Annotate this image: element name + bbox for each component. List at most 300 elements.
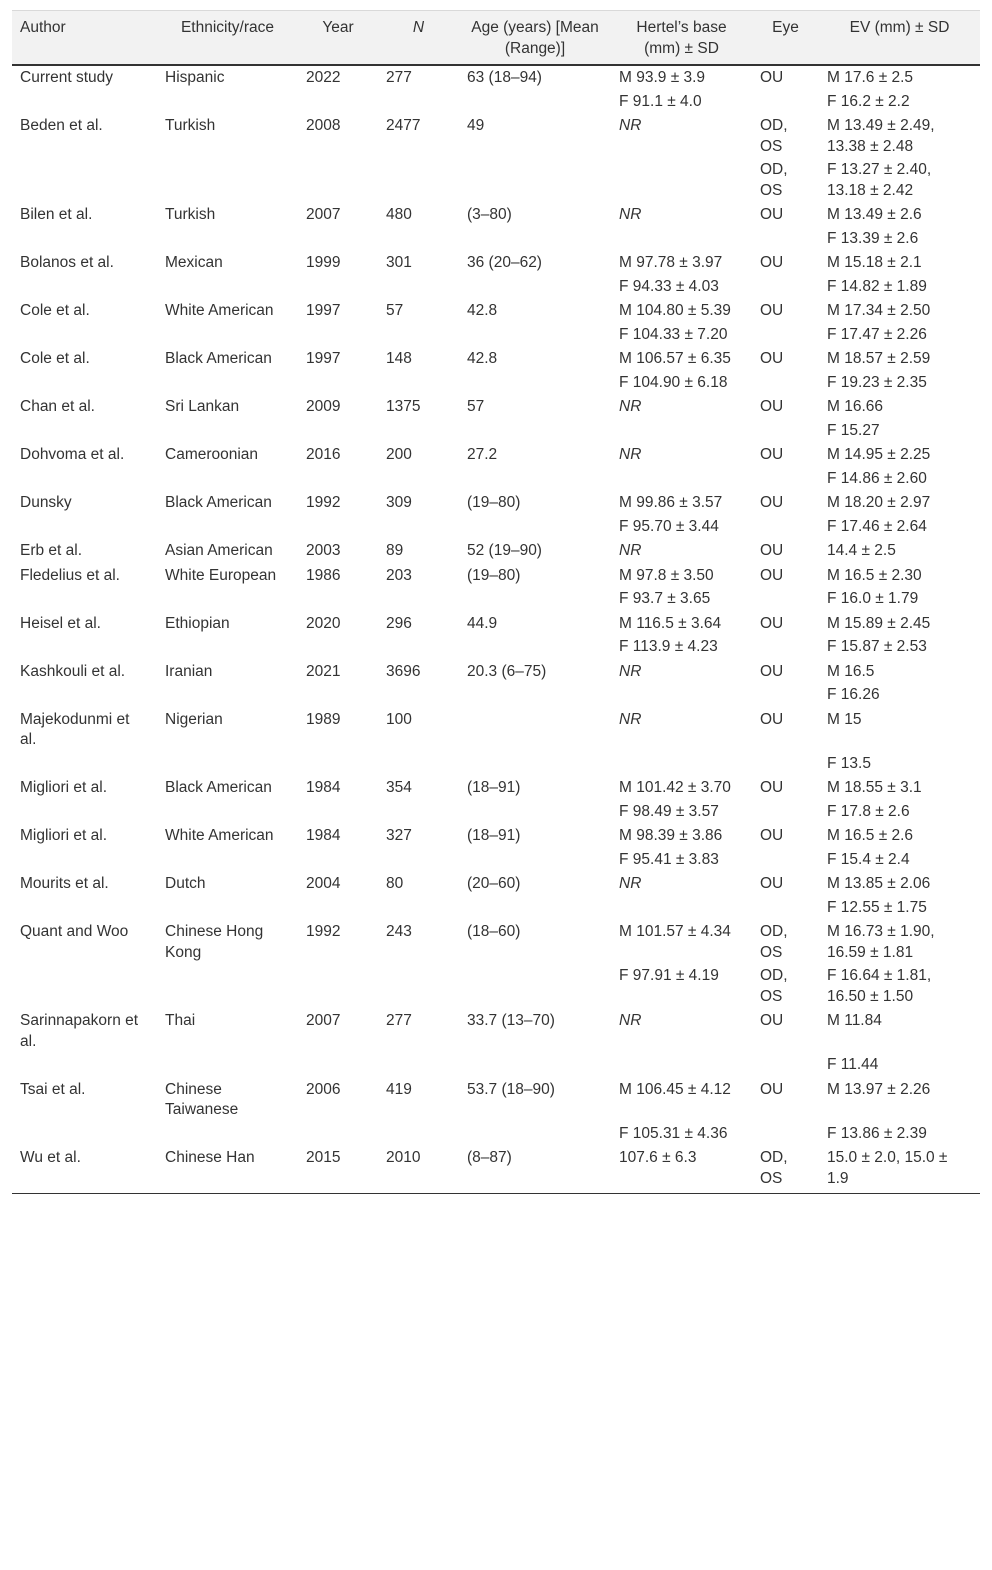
cell-age [459,800,611,824]
cell-ethnicity [157,896,298,920]
cell-age [459,158,611,202]
cell-eye: OD, OS [760,967,788,1005]
header-author: Author [12,11,157,66]
cell-ev: F 16.2 ± 2.2 [827,92,910,110]
cell-eye [752,800,819,824]
cell-eye: OD, OS [760,117,788,155]
cell-ethnicity [157,635,298,659]
cell-ethnicity [157,158,298,202]
cell-eye: OU [760,566,784,584]
cell-year [298,515,378,539]
cell-eye: OU [760,710,784,728]
cell-year: 1989 [306,710,341,728]
cell-ev: F 17.8 ± 2.6 [827,802,910,820]
table-header [12,11,980,66]
cell-ethnicity: Iranian [165,662,213,680]
table-row [12,1008,980,1053]
cell-ev: F 13.39 ± 2.6 [827,229,919,247]
cell-eye: OU [760,494,784,511]
cell-age [459,848,611,872]
cell-n [378,158,459,202]
cell-age [459,587,611,611]
cell-ev: F 16.64 ± 1.81, 16.50 ± 1.50 [827,967,932,1005]
cell-author [12,227,157,251]
cell-ethnicity: Cameroonian [165,446,259,463]
cell-ev: M 13.49 ± 2.6 [827,206,922,223]
cell-ethnicity [157,515,298,539]
table-row [12,90,980,114]
cell-author [12,1122,157,1146]
cell-hertel-base: M 106.45 ± 4.12 [619,1080,731,1098]
cell-ethnicity: Chinese Hong Kong [165,923,264,961]
cell-n: 419 [386,1080,412,1098]
cell-year: 2022 [306,69,341,86]
cell-n [378,683,459,707]
cell-n [378,800,459,824]
cell-author [12,158,157,202]
cell-author [12,275,157,299]
cell-ev: M 16.5 [827,662,875,680]
cell-eye [752,371,819,395]
cell-age: 20.3 (6–75) [467,662,547,680]
cell-ev: F 16.26 [827,686,880,703]
cell-hertel-base [611,467,752,491]
cell-year: 1984 [306,779,341,796]
cell-year [298,419,378,443]
cell-ev: F 15.87 ± 2.53 [827,638,927,655]
cell-ethnicity [157,1122,298,1146]
cell-author: Beden et al. [20,117,103,134]
cell-author [12,1053,157,1077]
cell-n: 200 [386,446,412,463]
cell-n [378,371,459,395]
cell-eye: OD, OS [760,161,788,199]
cell-n: 100 [386,710,412,728]
cell-age: (19–80) [467,494,521,511]
cell-eye [752,1122,819,1146]
cell-age: 42.8 [467,302,498,319]
cell-author [12,90,157,114]
cell-year: 1997 [306,302,341,319]
cell-author: Migliori et al. [20,779,107,796]
cell-year [298,275,378,299]
cell-year [298,90,378,114]
cell-ev: M 13.97 ± 2.26 [827,1080,931,1098]
cell-hertel-base: F 91.1 ± 4.0 [619,92,702,110]
header-eye: Eye [752,11,819,66]
cell-ethnicity: Ethiopian [165,614,230,632]
cell-ethnicity [157,90,298,114]
cell-ev: M 16.5 ± 2.30 [827,566,922,584]
cell-n: 80 [386,875,404,892]
cell-age [459,419,611,443]
cell-n: 480 [386,206,412,223]
cell-n [378,323,459,347]
table-row [12,823,980,848]
cell-hertel-base: M 101.42 ± 3.70 [619,779,731,796]
cell-hertel-base: M 116.5 ± 3.64 [619,614,722,632]
cell-n: 309 [386,494,412,511]
cell-year [298,371,378,395]
cell-author: Fledelius et al. [20,566,120,584]
cell-ethnicity: Asian American [165,542,273,559]
exophthalmometry-table [12,10,980,1194]
cell-hertel-base: M 99.86 ± 3.57 [619,494,723,511]
cell-hertel-base: M 98.39 ± 3.86 [619,827,723,844]
cell-hertel-base [611,419,752,443]
cell-year [298,1122,378,1146]
cell-eye [752,227,819,251]
cell-author [12,683,157,707]
cell-n [378,515,459,539]
cell-n: 327 [386,827,412,844]
cell-age: 52 (19–90) [467,542,542,559]
cell-author: Cole et al. [20,302,90,319]
cell-eye: OU [760,206,784,223]
cell-author: Dohvoma et al. [20,446,125,463]
cell-ev: F 16.0 ± 1.79 [827,590,919,607]
cell-author: Migliori et al. [20,827,107,844]
table-row [12,659,980,684]
cell-ev: M 16.66 [827,398,884,415]
cell-ethnicity [157,467,298,491]
cell-author: Kashkouli et al. [20,662,126,680]
cell-ev: F 19.23 ± 2.35 [827,373,927,391]
table-row [12,896,980,920]
table-row [12,752,980,776]
cell-year [298,635,378,659]
cell-ethnicity [157,683,298,707]
cell-hertel-base [611,227,752,251]
cell-author: Dunsky [20,494,72,511]
table-row [12,515,980,539]
cell-author [12,752,157,776]
cell-ev: M 15.18 ± 2.1 [827,254,922,271]
cell-year [298,467,378,491]
cell-n [378,896,459,920]
header-year: Year [298,11,378,66]
cell-age: 42.8 [467,350,498,367]
cell-author [12,515,157,539]
cell-n: 57 [386,302,404,319]
cell-author: Current study [20,69,114,86]
cell-author: Cole et al. [20,350,90,367]
cell-author: Bilen et al. [20,206,93,223]
cell-eye: OD, OS [760,923,788,961]
cell-eye: OU [760,875,784,892]
cell-hertel-base [611,896,752,920]
cell-hertel-base: NR [619,117,642,134]
cell-year [298,848,378,872]
cell-ethnicity: Chinese Taiwanese [165,1080,239,1118]
cell-eye [752,515,819,539]
cell-ev: F 12.55 ± 1.75 [827,898,927,916]
cell-author [12,848,157,872]
cell-n [378,467,459,491]
cell-age: 36 (20–62) [467,254,542,271]
cell-age: 63 (18–94) [467,69,542,86]
cell-author [12,323,157,347]
cell-age [459,323,611,347]
cell-age: (8–87) [459,1145,611,1194]
cell-age [459,683,611,707]
cell-hertel-base: M 101.57 ± 4.34 [619,923,731,940]
cell-author [12,467,157,491]
table-row [12,323,980,347]
cell-age: 53.7 (18–90) [467,1080,555,1098]
cell-ethnicity: White American [165,302,274,319]
cell-age: 33.7 (13–70) [467,1012,555,1029]
cell-author [12,964,157,1008]
cell-hertel-base: F 95.41 ± 3.83 [619,850,719,868]
cell-year [298,1053,378,1077]
table-row [12,611,980,636]
table-row [12,635,980,659]
cell-ethnicity: White American [165,827,274,844]
cell-year [298,323,378,347]
cell-ev: M 13.85 ± 2.06 [827,875,931,892]
cell-ev: M 14.95 ± 2.25 [827,446,931,463]
header-row [12,11,980,66]
table-row [12,202,980,227]
cell-n: 89 [386,542,404,559]
table-row [12,467,980,491]
cell-year [298,896,378,920]
cell-n [378,752,459,776]
table-row [12,848,980,872]
cell-eye: OD, OS [752,1145,819,1194]
table-row [12,371,980,395]
cell-author: Sarinnapakorn et al. [20,1012,139,1050]
header-ev: EV (mm) ± SD [819,11,980,66]
cell-eye [752,752,819,776]
cell-author [12,587,157,611]
cell-eye: OU [760,1080,784,1098]
cell-ev: M 16.73 ± 1.90, 16.59 ± 1.81 [827,923,935,961]
table-row [12,683,980,707]
cell-hertel-base: NR [619,446,642,463]
cell-hertel-base: F 104.90 ± 6.18 [619,373,728,391]
cell-hertel-base [611,1053,752,1077]
cell-eye: OU [760,350,784,367]
cell-author: Tsai et al. [20,1080,86,1098]
cell-year: 2020 [306,614,341,632]
cell-age: 27.2 [467,446,498,463]
cell-n [378,419,459,443]
cell-ev: F 11.44 [827,1056,879,1073]
table-row [12,394,980,419]
cell-author [12,635,157,659]
cell-author: Erb et al. [20,542,83,559]
cell-eye [752,848,819,872]
cell-age: (18–91) [467,779,521,796]
cell-year [298,227,378,251]
table-row [12,1077,980,1122]
cell-ev: M 15 [827,710,862,728]
cell-eye: OU [760,542,784,559]
cell-n [378,227,459,251]
cell-age [459,371,611,395]
cell-author: Chan et al. [20,398,95,415]
cell-eye [752,467,819,491]
cell-ev: F 17.46 ± 2.64 [827,517,927,535]
cell-year: 2006 [306,1080,341,1098]
cell-ev: M 18.55 ± 3.1 [827,779,922,796]
cell-age [459,515,611,539]
cell-author [12,896,157,920]
cell-hertel-base: 107.6 ± 6.3 [611,1145,752,1194]
cell-year: 2007 [306,206,341,223]
table-row [12,490,980,515]
cell-hertel-base: M 106.57 ± 6.35 [619,350,731,367]
cell-n [378,1053,459,1077]
table-row [12,65,980,90]
table-row [12,113,980,158]
cell-age [459,90,611,114]
cell-eye [752,896,819,920]
cell-eye [752,1053,819,1077]
cell-age: (3–80) [467,206,512,223]
cell-ethnicity: Turkish [165,117,216,134]
cell-author: Quant and Woo [20,923,129,940]
cell-ev: F 13.5 [827,754,871,772]
cell-year: 2004 [306,875,341,892]
cell-ethnicity [157,419,298,443]
cell-ethnicity [157,323,298,347]
cell-hertel-base: NR [619,875,642,892]
cell-year: 2015 [298,1145,378,1194]
cell-eye: OU [760,302,784,319]
table-row [12,158,980,202]
header-hertel-base: Hertel’s base (mm) ± SD [611,11,752,66]
cell-author: Majekodunmi et al. [20,710,130,748]
cell-year [298,158,378,202]
cell-year: 2009 [306,398,341,415]
cell-age: 57 [467,398,485,415]
cell-hertel-base: M 97.8 ± 3.50 [619,566,714,584]
cell-age: (20–60) [467,875,521,892]
cell-hertel-base: NR [619,662,642,680]
cell-ethnicity: Dutch [165,875,206,892]
cell-ev: F 14.86 ± 2.60 [827,469,927,487]
cell-hertel-base: M 97.78 ± 3.97 [619,254,723,271]
cell-n [378,587,459,611]
cell-eye [752,275,819,299]
cell-ev: F 15.27 [827,421,880,439]
cell-eye: OU [760,69,784,86]
cell-year: 1997 [306,350,341,367]
cell-ethnicity: Nigerian [165,710,223,728]
cell-hertel-base: F 98.49 ± 3.57 [619,802,719,820]
cell-n [378,635,459,659]
cell-hertel-base: NR [619,398,642,415]
cell-ethnicity: Chinese Han [157,1145,298,1194]
table-row [12,1145,980,1194]
table-row [12,298,980,323]
cell-hertel-base: F 94.33 ± 4.03 [619,277,719,295]
cell-ev: M 17.6 ± 2.5 [827,69,914,86]
cell-year [298,752,378,776]
table-row [12,250,980,275]
cell-ethnicity [157,587,298,611]
table-row [12,227,980,251]
cell-ev: 15.0 ± 2.0, 15.0 ± 1.9 [819,1145,980,1194]
cell-ev: M 18.20 ± 2.97 [827,494,931,511]
cell-ev: F 14.82 ± 1.89 [827,277,927,295]
cell-eye: OU [760,1012,784,1029]
cell-ethnicity: Sri Lankan [165,398,240,415]
cell-ethnicity [157,275,298,299]
cell-hertel-base: NR [619,710,642,728]
cell-age [459,964,611,1008]
table-row [12,919,980,964]
cell-hertel-base: F 97.91 ± 4.19 [619,967,719,984]
cell-n: 3696 [386,662,421,680]
cell-year: 1992 [306,494,341,511]
cell-hertel-base [611,158,752,202]
cell-ev: M 16.5 ± 2.6 [827,827,914,844]
cell-ethnicity [157,848,298,872]
cell-year [298,587,378,611]
cell-ev: M 17.34 ± 2.50 [827,302,931,319]
cell-n: 1375 [386,398,421,415]
table-row [12,275,980,299]
cell-year: 1992 [306,923,341,940]
cell-eye [752,587,819,611]
cell-age [459,275,611,299]
cell-eye: OU [760,827,784,844]
cell-eye: OU [760,779,784,796]
cell-author [12,800,157,824]
cell-hertel-base [611,683,752,707]
table-row [12,587,980,611]
cell-year: 1999 [306,254,341,271]
table-body [12,65,980,1194]
cell-year: 2008 [306,117,341,134]
cell-hertel-base: NR [619,542,642,559]
header-age: Age (years) [Mean (Range)] [459,11,611,66]
table-row [12,1122,980,1146]
cell-hertel-base [611,752,752,776]
cell-hertel-base: M 104.80 ± 5.39 [619,302,731,319]
cell-ev: F 13.27 ± 2.40, 13.18 ± 2.42 [827,161,932,199]
cell-author [12,419,157,443]
table-row [12,964,980,1008]
cell-ethnicity: Thai [165,1012,196,1029]
cell-age [459,896,611,920]
cell-hertel-base: F 104.33 ± 7.20 [619,325,728,343]
cell-age: 49 [467,117,485,134]
cell-n [378,90,459,114]
table-row [12,1053,980,1077]
cell-n: 2010 [378,1145,459,1194]
cell-hertel-base: F 93.7 ± 3.65 [619,590,711,607]
cell-author [12,371,157,395]
cell-year: 2003 [306,542,341,559]
cell-n: 277 [386,1012,412,1029]
cell-n [378,275,459,299]
cell-year: 2007 [306,1012,341,1029]
cell-year [298,964,378,1008]
cell-year: 1986 [306,566,341,584]
cell-year: 2021 [306,662,341,680]
table-row [12,775,980,800]
cell-eye [752,90,819,114]
cell-age [459,227,611,251]
cell-ethnicity [157,800,298,824]
cell-ev: F 15.4 ± 2.4 [827,850,910,868]
cell-eye [752,419,819,443]
